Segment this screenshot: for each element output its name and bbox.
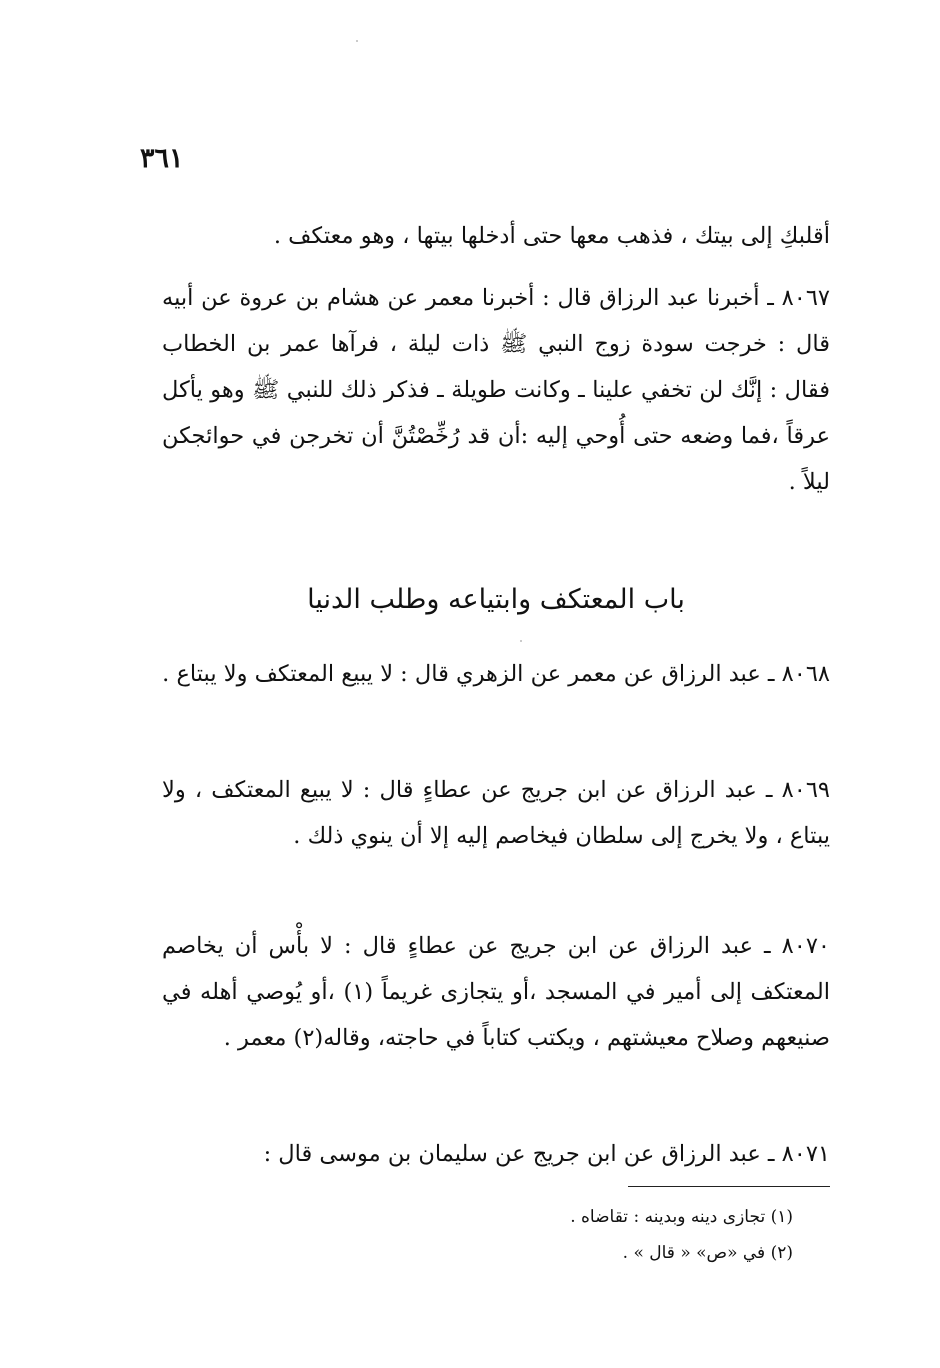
hadith-8070: ٨٠٧٠ ـ عبد الرزاق عن ابن جريج عن عطاءٍ قال : لا بأْس أن يخاصم المعتكف إلى أمير في المسجد ،أو يتجازى غريماً (١) ،أو يُوصي أهله في صنيعهم وصلاح معيشتهم ، ويكتب كتاباً في حاجته، وقاله(٢) معمر .	[162, 933, 830, 1051]
footnote-2: (٢) في «ص» « قال » .	[622, 1243, 793, 1263]
hadith-8067: ٨٠٦٧ ـ أخبرنا عبد الرزاق قال : أخبرنا معمر عن هشام بن عروة عن أبيه قال : خرجت سودة زوج النبي ﷺ ذات ليلة ، فرآها عمر بن الخطاب فقال : إنَّك لن تخفي علينا ـ وكانت طويلة ـ فذكر ذلك للنبي ﷺ وهو يأكل عرقاً ،فما وضعه حتى أُوحي إليه :أن قد رُخِّصْتُنَّ أن تخرجن في حوائجكن ليلاً .	[162, 285, 830, 495]
chapter-heading: باب المعتكف وابتياعه وطلب الدنيا	[307, 584, 685, 615]
hadith-8071: ٨٠٧١ ـ عبد الرزاق عن ابن جريج عن سليمان بن موسى قال :	[263, 1141, 830, 1167]
footnote-divider	[628, 1186, 830, 1187]
page-number: ٣٦١	[140, 143, 184, 174]
hadith-8068: ٨٠٦٨ ـ عبد الرزاق عن معمر عن الزهري قال : لا يبيع المعتكف ولا يبتاع .	[162, 661, 830, 687]
scan-speck	[520, 640, 522, 642]
hadith-8069: ٨٠٦٩ ـ عبد الرزاق عن ابن جريج عن عطاءٍ قال : لا يبيع المعتكف ، ولا يبتاع ، ولا يخرج إلى سلطان فيخاصم إليه إلا أن ينوي ذلك .	[162, 777, 830, 849]
scan-speck	[356, 40, 358, 42]
footnote-1: (١) تجازى دينه وبدينه : تقاضاه .	[570, 1207, 793, 1227]
continuation-paragraph: أقلبكِ إلى بيتك ، فذهب معها حتى أدخلها بيتها ، وهو معتكف .	[273, 223, 830, 249]
